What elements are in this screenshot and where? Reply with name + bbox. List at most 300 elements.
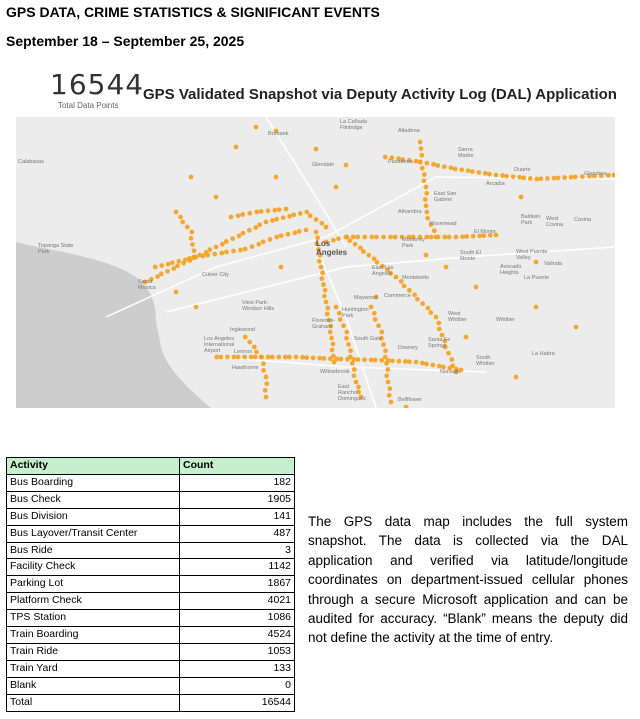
- gps-point: [247, 211, 252, 216]
- gps-point: [419, 153, 424, 158]
- gps-point: [253, 355, 258, 360]
- gps-point: [294, 355, 299, 360]
- map-place-label: Alhambra: [398, 209, 422, 215]
- gps-point: [407, 359, 412, 364]
- map-place-label: West Covina: [546, 216, 564, 228]
- gps-point: [396, 359, 401, 364]
- gps-point: [569, 175, 574, 180]
- activity-cell: Facility Check: [7, 559, 180, 576]
- map-place-label: Montebello: [402, 275, 429, 281]
- gps-point: [331, 342, 336, 347]
- gps-point: [243, 247, 248, 252]
- map-place-label: Arcadia: [486, 181, 505, 187]
- gps-point: [242, 355, 247, 360]
- map-place-label: Hawthorne: [232, 365, 259, 371]
- gps-point: [304, 228, 309, 233]
- gps-point: [187, 256, 192, 261]
- activity-cell: Total: [7, 694, 180, 711]
- gps-point: [369, 235, 374, 240]
- gps-point: [387, 386, 392, 391]
- gps-point: [189, 175, 194, 180]
- gps-point: [500, 173, 505, 178]
- gps-point: [470, 169, 475, 174]
- map-place-label: Culver City: [202, 272, 229, 278]
- gps-point: [573, 175, 578, 180]
- gps-point: [311, 355, 316, 360]
- map-place-label: Maywood: [354, 295, 378, 301]
- table-row: [7, 491, 295, 508]
- gps-point: [426, 306, 431, 311]
- gps-point: [521, 175, 526, 180]
- gps-point: [328, 356, 333, 361]
- map-place-label: Willowbrook: [320, 369, 350, 375]
- table-row: [7, 525, 295, 542]
- gps-point: [381, 235, 386, 240]
- gps-point: [424, 235, 429, 240]
- gps-point: [428, 310, 433, 315]
- gps-point: [422, 178, 427, 183]
- gps-point: [241, 231, 246, 236]
- map-place-label: Lennox: [234, 349, 253, 355]
- map-place-label: Downey: [398, 345, 418, 351]
- gps-point: [348, 355, 353, 360]
- count-cell: 487: [180, 525, 295, 542]
- activity-cell: Train Yard: [7, 660, 180, 677]
- gps-point: [431, 162, 436, 167]
- gps-point: [264, 395, 269, 400]
- gps-point: [219, 251, 224, 256]
- gps-point: [388, 235, 393, 240]
- count-cell: 3: [180, 542, 295, 559]
- activity-cell: Bus Layover/Transit Center: [7, 525, 180, 542]
- gps-point: [424, 161, 429, 166]
- gps-point: [414, 360, 419, 365]
- map-place-label: Los Angeles: [316, 239, 348, 257]
- gps-point: [344, 336, 349, 341]
- gps-point: [319, 276, 324, 281]
- activity-cell: Train Boarding: [7, 627, 180, 644]
- gps-point: [424, 185, 429, 190]
- gps-point: [348, 348, 353, 353]
- gps-point: [304, 210, 309, 215]
- gps-point: [319, 221, 324, 226]
- gps-point: [334, 185, 339, 190]
- gps-point: [264, 381, 269, 386]
- gps-point: [243, 335, 248, 340]
- gps-point: [366, 253, 371, 258]
- gps-point: [194, 305, 199, 310]
- gps-point: [379, 358, 384, 363]
- map-place-label: Covina: [574, 217, 592, 223]
- activity-cell: TPS Station: [7, 610, 180, 627]
- map-place-label: El Monte: [474, 229, 496, 235]
- gps-point: [220, 242, 225, 247]
- gps-point: [383, 155, 388, 160]
- gps-point: [419, 146, 424, 151]
- gps-point: [334, 357, 339, 362]
- gps-point: [385, 367, 390, 372]
- gps-point: [362, 235, 367, 240]
- count-cell: 0: [180, 677, 295, 694]
- gps-point: [264, 375, 269, 380]
- map-place-label: Santa Monica: [138, 279, 156, 291]
- count-cell: 4021: [180, 593, 295, 610]
- gps-point: [254, 210, 259, 215]
- map-place-label: East Los Angeles: [372, 265, 394, 277]
- map-place-label: East Rancho Dominguez: [338, 384, 366, 402]
- gps-point: [291, 212, 296, 217]
- gps-point: [514, 375, 519, 380]
- map-place-label: Whittier: [496, 317, 515, 323]
- gps-point: [434, 315, 439, 320]
- gps-point: [176, 259, 181, 264]
- gps-point: [252, 345, 257, 350]
- gps-point: [483, 171, 488, 176]
- map-place-label: Los Angeles International Airport: [204, 336, 235, 354]
- gps-point: [281, 215, 286, 220]
- header-count: Count: [180, 458, 295, 475]
- gps-point: [418, 140, 423, 145]
- gps-point: [519, 195, 524, 200]
- gps-point: [464, 335, 469, 340]
- gps-point: [347, 238, 352, 243]
- gps-point: [369, 357, 374, 362]
- gps-point: [253, 225, 258, 230]
- gps-point: [453, 167, 458, 172]
- gps-point: [180, 220, 185, 225]
- gps-point: [274, 235, 279, 240]
- gps-point: [249, 355, 254, 360]
- gps-point: [393, 235, 398, 240]
- map-place-label: Pasadena: [388, 159, 413, 165]
- gps-point: [372, 311, 377, 316]
- gps-point: [185, 225, 190, 230]
- gps-point: [362, 357, 367, 362]
- gps-point: [423, 197, 428, 202]
- gps-point: [534, 177, 539, 182]
- gps-point: [425, 216, 430, 221]
- gps-point: [460, 234, 465, 239]
- total-data-points-label: Total Data Points: [58, 101, 119, 110]
- table-row: [7, 593, 295, 610]
- gps-point: [556, 175, 561, 180]
- gps-point: [402, 283, 407, 288]
- gps-point: [352, 367, 357, 372]
- gps-point: [272, 208, 277, 213]
- gps-point: [261, 239, 266, 244]
- gps-point: [459, 167, 464, 172]
- count-cell: 1867: [180, 576, 295, 593]
- count-cell: 1086: [180, 610, 295, 627]
- gps-point: [381, 342, 386, 347]
- gps-point: [374, 235, 379, 240]
- gps-point: [464, 234, 469, 239]
- activity-cell: Blank: [7, 677, 180, 694]
- gps-point: [436, 321, 441, 326]
- header-activity: Activity: [7, 458, 180, 475]
- gps-point: [317, 356, 322, 361]
- map-place-label: La Cañada Flintridge: [340, 119, 367, 131]
- gps-note: The GPS data map includes the full system snapshot. The data is collected via the DAL application and verified via latitude/longitude coordinates on department-issued cellular phones through a secure Microsoft application and can be audited for accuracy. “Blank” means the deputy did not define the activity at the time of entry.: [308, 514, 628, 646]
- map-place-label: La Puente: [524, 275, 550, 281]
- gps-point: [247, 228, 252, 233]
- gps-point: [436, 235, 441, 240]
- gps-point: [287, 355, 292, 360]
- gps-point: [574, 325, 579, 330]
- gps-point: [403, 359, 408, 364]
- gps-point: [447, 235, 452, 240]
- gps-point: [350, 361, 355, 366]
- gps-point: [236, 355, 241, 360]
- gps-point: [257, 222, 262, 227]
- map-place-label: Rosemead: [430, 221, 457, 227]
- gps-map: [16, 117, 615, 408]
- gps-point: [224, 250, 229, 255]
- gps-point: [286, 232, 291, 237]
- map-place-label: Valinda: [544, 261, 562, 267]
- gps-point: [612, 173, 615, 178]
- gps-point: [341, 323, 346, 328]
- gps-point: [270, 355, 275, 360]
- gps-point: [254, 125, 259, 130]
- gps-point: [449, 357, 454, 362]
- gps-point: [339, 357, 344, 362]
- gps-point: [384, 373, 389, 378]
- gps-point: [528, 176, 533, 181]
- gps-point: [308, 213, 313, 218]
- gps-point: [329, 336, 334, 341]
- gps-point: [424, 362, 429, 367]
- gps-point: [545, 176, 550, 181]
- gps-point: [344, 330, 349, 335]
- gps-point: [324, 225, 329, 230]
- gps-point: [322, 294, 327, 299]
- gps-point: [369, 305, 374, 310]
- gps-point: [420, 166, 425, 171]
- gps-point: [300, 355, 305, 360]
- gps-point: [383, 355, 388, 360]
- gps-point: [214, 355, 219, 360]
- gps-point: [384, 361, 389, 366]
- map-place-label: Baldwin Park: [521, 214, 541, 226]
- gps-point: [539, 176, 544, 181]
- gps-point: [323, 288, 328, 293]
- gps-point: [454, 235, 459, 240]
- count-cell: 16544: [180, 694, 295, 711]
- activity-cell: Parking Lot: [7, 576, 180, 593]
- gps-point: [476, 170, 481, 175]
- gps-point: [292, 230, 297, 235]
- table-row: [7, 559, 295, 576]
- gps-point: [504, 174, 509, 179]
- map-place-label: Glendora: [584, 171, 607, 177]
- map-place-label: Topanga State Park: [38, 243, 74, 255]
- gps-point: [324, 300, 329, 305]
- gps-point: [346, 342, 351, 347]
- table-row: [7, 660, 295, 677]
- activity-cell: Train Ride: [7, 643, 180, 660]
- gps-point: [192, 255, 197, 260]
- gps-point: [229, 215, 234, 220]
- gps-point: [442, 164, 447, 169]
- activity-cell: Bus Boarding: [7, 474, 180, 491]
- gps-point: [159, 263, 164, 268]
- gps-point: [298, 211, 303, 216]
- gps-point: [415, 297, 420, 302]
- gps-point: [283, 355, 288, 360]
- map-place-label: East San Gabriel: [434, 191, 457, 203]
- report-title: GPS DATA, CRIME STATISTICS & SIGNIFICANT EVENTS: [6, 4, 380, 20]
- gps-point: [437, 327, 442, 332]
- gps-point: [420, 301, 425, 306]
- map-place-label: Norwalk: [440, 369, 460, 375]
- gps-point: [424, 203, 429, 208]
- gps-point: [407, 288, 412, 293]
- gps-point: [279, 233, 284, 238]
- gps-point: [328, 330, 333, 335]
- gps-point: [446, 351, 451, 356]
- gps-point: [212, 252, 217, 257]
- gps-point: [414, 159, 419, 164]
- map-place-label: Huntington Park: [342, 307, 369, 319]
- gps-point: [355, 235, 360, 240]
- gps-point: [353, 242, 358, 247]
- gps-point: [250, 244, 255, 249]
- map-place-label: South Gate: [354, 336, 382, 342]
- gps-point: [304, 355, 309, 360]
- gps-point: [444, 265, 449, 270]
- map-place-label: Calabasas: [18, 159, 44, 165]
- ocean-area: [16, 242, 211, 408]
- total-data-points-value: 16544: [50, 68, 145, 101]
- table-row: [7, 474, 295, 491]
- gps-point: [165, 269, 170, 274]
- map-place-label: Commerce: [384, 293, 411, 299]
- gps-point: [214, 245, 219, 250]
- gps-point: [325, 306, 330, 311]
- gps-point: [207, 247, 212, 252]
- gps-point: [256, 242, 261, 247]
- gps-point: [424, 210, 429, 215]
- gps-point: [334, 305, 339, 310]
- map-place-label: Altadena: [398, 128, 420, 134]
- gps-point: [175, 263, 180, 268]
- gps-point: [259, 355, 264, 360]
- table-row: [7, 677, 295, 694]
- table-row: [7, 542, 295, 559]
- gps-point: [424, 191, 429, 196]
- gps-point: [356, 357, 361, 362]
- activity-cell: Bus Check: [7, 491, 180, 508]
- gps-point: [390, 358, 395, 363]
- gps-point: [562, 175, 567, 180]
- gps-point: [238, 248, 243, 253]
- gps-point: [361, 249, 366, 254]
- gps-point: [435, 163, 440, 168]
- gps-point: [237, 233, 242, 238]
- activity-cell: Bus Division: [7, 508, 180, 525]
- gps-point: [387, 393, 392, 398]
- map-place-label: Duarte: [514, 167, 531, 173]
- gps-point: [442, 235, 447, 240]
- map-place-label: West Whittier: [448, 311, 467, 323]
- gps-point: [174, 290, 179, 295]
- count-cell: 1142: [180, 559, 295, 576]
- gps-point: [373, 358, 378, 363]
- gps-point: [232, 355, 237, 360]
- map-place-label: South Whittier: [476, 355, 495, 367]
- gps-point: [317, 259, 322, 264]
- map-place-label: West Puente Valley: [516, 249, 548, 261]
- gps-point: [259, 209, 264, 214]
- gps-point: [418, 160, 423, 165]
- gps-point: [247, 340, 252, 345]
- gps-point: [230, 236, 235, 241]
- gps-point: [268, 237, 273, 242]
- gps-point: [517, 175, 522, 180]
- gps-point: [376, 323, 381, 328]
- gps-point: [254, 350, 259, 355]
- gps-point: [261, 361, 266, 366]
- map-place-label: South El Monte: [460, 250, 481, 262]
- gps-point: [178, 215, 183, 220]
- gps-point: [352, 373, 357, 378]
- gps-point: [412, 292, 417, 297]
- gps-point: [264, 220, 269, 225]
- gps-point: [236, 213, 241, 218]
- gps-point: [429, 235, 434, 240]
- date-range: September 18 – September 25, 2025: [6, 33, 245, 49]
- gps-point: [314, 217, 319, 222]
- gps-point: [261, 368, 266, 373]
- gps-point: [153, 265, 158, 270]
- gps-point: [274, 217, 279, 222]
- gps-point: [214, 195, 219, 200]
- gps-point: [321, 356, 326, 361]
- map-place-label: Inglewood: [230, 327, 256, 333]
- gps-point: [337, 311, 342, 316]
- gps-point: [320, 270, 325, 275]
- gps-point: [189, 236, 194, 241]
- map-place-label: Santa Fe Springs: [428, 337, 451, 349]
- gps-point: [279, 265, 284, 270]
- gps-point: [314, 230, 319, 235]
- map-place-label: Monterey Park: [402, 237, 425, 249]
- gps-point: [552, 176, 557, 181]
- gps-point: [432, 228, 437, 233]
- map-place-label: Burbank: [268, 131, 289, 137]
- map-canvas: [16, 117, 615, 408]
- map-place-label: Sierra Madre: [458, 147, 474, 159]
- gps-point: [263, 388, 268, 393]
- gps-point: [190, 242, 195, 247]
- gps-point: [225, 355, 230, 360]
- gps-point: [276, 355, 281, 360]
- activity-cell: Platform Check: [7, 593, 180, 610]
- gps-point: [234, 145, 239, 150]
- gps-point: [351, 235, 356, 240]
- gps-point: [321, 282, 326, 287]
- gps-point: [170, 260, 175, 265]
- map-place-label: Bellflower: [398, 397, 422, 403]
- gps-point: [437, 364, 442, 369]
- gps-point: [270, 218, 275, 223]
- gps-point: [219, 355, 224, 360]
- table-row: [7, 576, 295, 593]
- gps-point: [494, 173, 499, 178]
- gps-point: [325, 312, 330, 317]
- gps-point: [424, 253, 429, 258]
